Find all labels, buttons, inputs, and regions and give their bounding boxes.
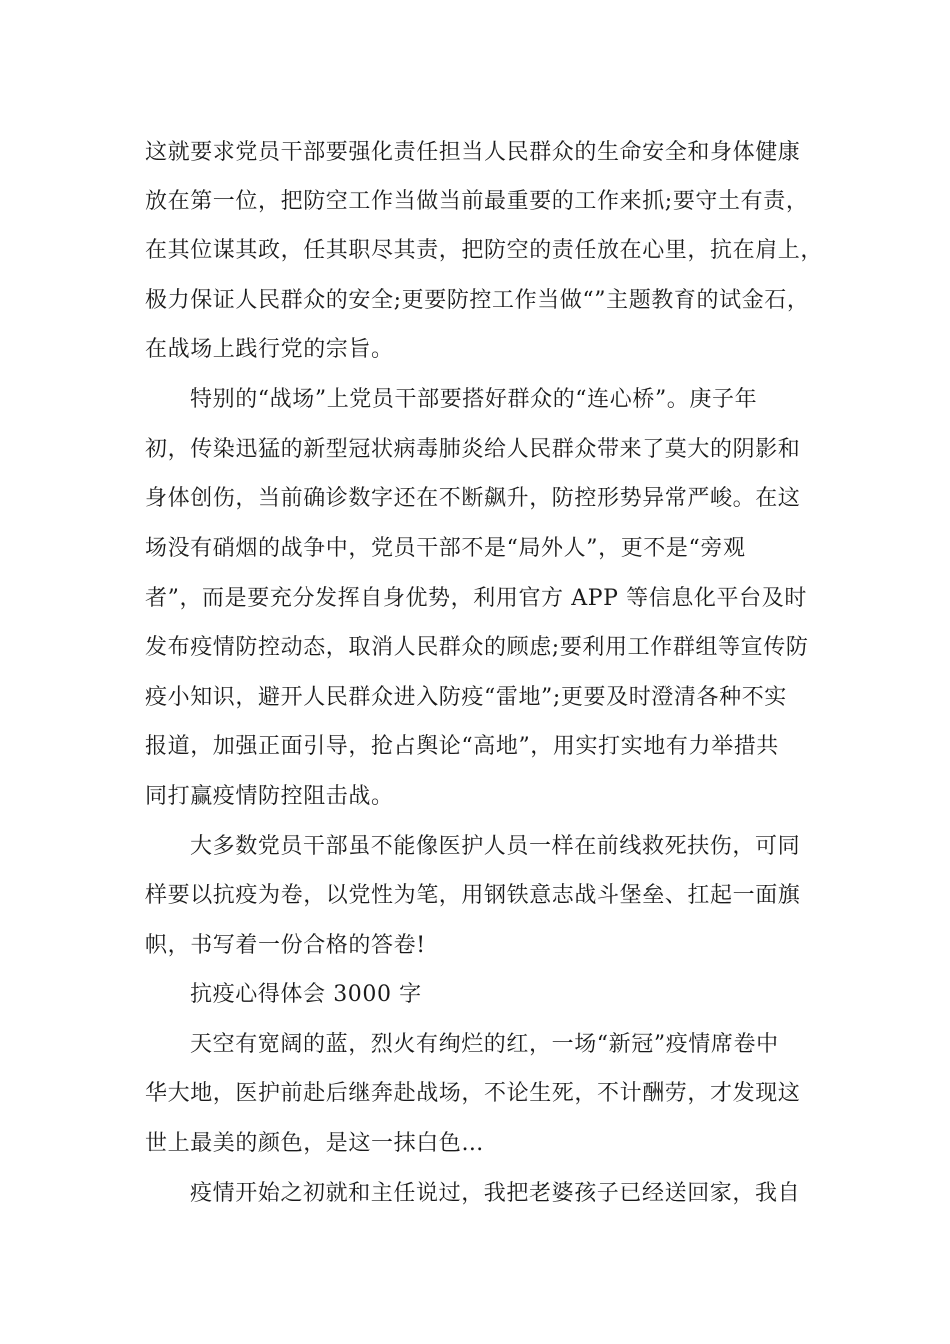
paragraph-2-line-4: 场没有硝烟的战争中，党员干部不是“局外人”，更不是“旁观 — [145, 536, 746, 561]
paragraph-3-line-2: 样要以抗疫为卷，以党性为笔，用钢铁意志战斗堡垒、扛起一面旗 — [145, 883, 801, 908]
paragraph-2-line-5: 者”，而是要充分发挥自身优势，利用官方 APP 等信息化平台及时 — [145, 586, 807, 611]
paragraph-2-line-9: 同打赢疫情防控阻击战。 — [145, 784, 394, 809]
paragraph-5-line-1: 疫情开始之初就和主任说过，我把老婆孩子已经送回家，我自 — [190, 1181, 801, 1206]
paragraph-1-line-2: 放在第一位，把防空工作当做当前最重要的工作来抓;要守土有责， — [145, 189, 809, 214]
paragraph-2-line-2: 初，传染迅猛的新型冠状病毒肺炎给人民群众带来了莫大的阴影和 — [145, 437, 801, 462]
paragraph-1-line-3: 在其位谋其政，任其职尽其责，把防空的责任放在心里，抗在肩上， — [145, 238, 824, 263]
paragraph-2-line-7: 疫小知识，避开人民群众进入防疫“雷地”;更要及时澄清各种不实 — [145, 685, 787, 710]
paragraph-1-line-1: 这就要求党员干部要强化责任担当人民群众的生命安全和身体健康 — [145, 140, 801, 165]
paragraph-1-line-5: 在战场上践行党的宗旨。 — [145, 337, 394, 362]
paragraph-2-line-6: 发布疫情防控动态，取消人民群众的顾虑;要利用工作群组等宣传防 — [145, 635, 809, 660]
paragraph-1-line-4: 极力保证人民群众的安全;更要防控工作当做“”主题教育的试金石， — [145, 288, 810, 313]
section-heading: 抗疫心得体会 3000 字 — [190, 982, 422, 1007]
paragraph-2-line-3: 身体创伤，当前确诊数字还在不断飙升，防控形势异常严峻。在这 — [145, 486, 801, 511]
paragraph-2-line-1: 特别的“战场”上党员干部要搭好群众的“连心桥”。庚子年 — [190, 387, 758, 412]
paragraph-4-line-2: 华大地，医护前赴后继奔赴战场，不论生死，不计酬劳，才发现这 — [145, 1081, 801, 1106]
paragraph-4-line-1: 天空有宽阔的蓝，烈火有绚烂的红，一场“新冠”疫情席卷中 — [190, 1032, 779, 1057]
paragraph-3-line-3: 帜，书写着一份合格的答卷! — [145, 933, 426, 958]
paragraph-4-line-3: 世上最美的颜色，是这一抹白色… — [145, 1131, 485, 1156]
paragraph-3-line-1: 大多数党员干部虽不能像医护人员一样在前线救死扶伤，可同 — [190, 834, 801, 859]
paragraph-2-line-8: 报道，加强正面引导，抢占舆论“高地”，用实打实地有力举措共 — [145, 734, 779, 759]
